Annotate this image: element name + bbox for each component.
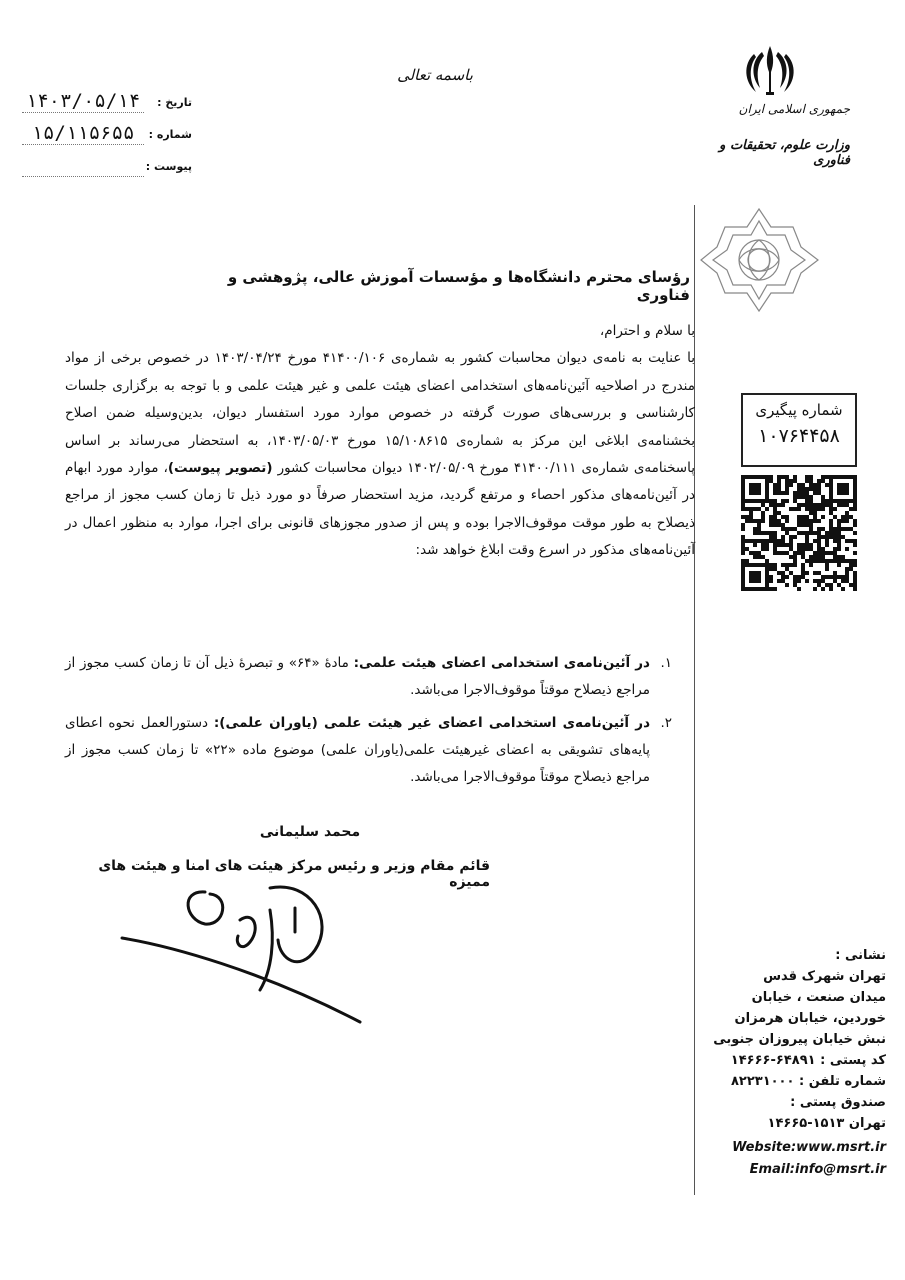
body-text: با عنایت به نامه‌ی دیوان محاسبات کشور به شماره‌ی ۴۱۴۰۰/۱۰۶ مورخ ۱۴۰۳/۰۴/۲۴ در خصوص برخی از مواد مندرج در اصلاحیه آئین‌نامه‌های استخدامی اعضای هیئت علمی و غیر هیئت علمی و با توجه به برگزاری جلسات کارشناسی و بررسی‌های صورت گرفته در خصوص موارد مورد استفسار دیوان، بدین‌وسیله ضمن اصلاح بخشنامه‌ی ابلاغی این مرکز به شماره‌ی ۱۵/۱۰۸۶۱۵ مورخ ۱۴۰۳/۰۵/۰۳، به استحضار می‌رساند بر اساس پاسخنامه‌ی شماره‌ی ۴۱۴۰۰/۱۱۱ مورخ ۱۴۰۲/۰۵/۰۹ دیوان محاسبات کشور: [65, 350, 695, 477]
list-item-title: در آئین‌نامه‌ی استخدامی اعضای هیئت علمی:: [353, 655, 650, 671]
list-item-number: ۲.: [660, 715, 672, 731]
decorative-ornament-icon: [697, 205, 822, 315]
body-paragraph: [65, 345, 695, 564]
government-name: جمهوری اسلامی ایران: [738, 102, 850, 116]
tracking-label: شماره پیگیری: [755, 401, 843, 419]
list-item-text: مادهٔ «۶۴» و تبصرهٔ ذیل آن تا زمان کسب مجوز از مراجع ذیصلاح موقتاً موقوف‌الاجرا می‌باشد.: [65, 655, 650, 698]
salutation: با سلام و احترام،: [599, 323, 695, 339]
attachment-label: پیوست :: [145, 160, 192, 173]
number-value: ۱۵/۱۱۵۶۵۵: [22, 122, 144, 145]
letter-body: [65, 318, 695, 565]
list-item-title: در آئین‌نامه‌ی استخدامی اعضای غیر هیئت علمی (یاوران علمی):: [213, 715, 650, 731]
signer-name: محمد سلیمانی: [259, 824, 361, 840]
address-block: [700, 945, 886, 1134]
date-label: تاریخ :: [157, 96, 192, 109]
address-line: نبش خیابان پیروزان جنوبی: [713, 1032, 886, 1047]
address-line: میدان صنعت ، خیابان: [751, 990, 886, 1005]
website-link[interactable]: Website:www.msrt.ir: [732, 1140, 886, 1155]
number-row: [22, 124, 192, 146]
handwritten-signature-icon: [110, 880, 370, 1025]
list-item: [65, 710, 672, 791]
list-item-text: دستورالعمل نحوه اعطای پایه‌های تشویقی به اعضای غیرهیئت علمی(یاوران علمی) موضوع ماده «۲۲» تا زمان کسب مجوز از مراجع ذیصلاح موقتاً موقوف‌الاجرا می‌باشد.: [65, 715, 650, 785]
address-line: تهران شهرک قدس: [763, 969, 886, 984]
iran-emblem-icon: [742, 42, 798, 98]
address-line: خوردین، خیابان هرمزان: [734, 1011, 886, 1026]
date-row: [22, 92, 192, 114]
ministry-name: وزارت علوم، تحقیقات و فناوری: [719, 138, 850, 168]
address-line: نشانی :: [835, 948, 886, 963]
address-line: شماره تلفن : ۸۲۲۳۱۰۰۰: [730, 1074, 886, 1089]
address-line: تهران ۱۵۱۳-۱۴۶۶۵: [767, 1116, 886, 1131]
address-line: کد پستی : ۶۴۸۹۱-۱۴۶۶۶: [730, 1053, 886, 1068]
invocation-heading: باسمه تعالی: [397, 66, 473, 84]
attachment-row: [22, 156, 192, 178]
list-item: [65, 650, 672, 704]
number-label: شماره :: [148, 128, 192, 141]
tracking-number: ۱۰۷۶۴۴۵۸: [758, 425, 840, 447]
qr-code-icon: [741, 475, 857, 591]
numbered-list: [65, 650, 672, 797]
attachment-value: [22, 154, 144, 177]
date-value: ۱۴۰۳/۰۵/۱۴: [22, 90, 144, 113]
address-line: صندوق پستی :: [790, 1095, 886, 1110]
attachment-reference: (تصویر پیوست): [167, 460, 273, 477]
recipient-heading: رؤسای محترم دانشگاه‌ها و مؤسسات آموزش عالی، پژوهشی و فناوری: [227, 268, 690, 304]
signer-title: قائم مقام وزیر و رئیس مرکز هیئت های امنا و هیئت های ممیزه: [98, 858, 490, 890]
email-link[interactable]: Email:info@msrt.ir: [749, 1162, 886, 1177]
tracking-number-box: [741, 393, 857, 467]
list-item-number: ۱.: [660, 655, 672, 671]
body-text-end: ، موارد مورد ابهام در آئین‌نامه‌های مذکور احصاء و مرتفع گردید، مزید استحضار صرفاً دو مورد ذیل تا زمان کسب مجوز از مراجع ذیصلاح به طور موقت موقوف‌الاجرا بوده و پس از صدور مجوزهای قانونی برای اجرا، موارد به منظور اعمال در آئین‌نامه‌های مذکور در اسرع وقت ابلاغ خواهد شد:: [65, 460, 695, 559]
